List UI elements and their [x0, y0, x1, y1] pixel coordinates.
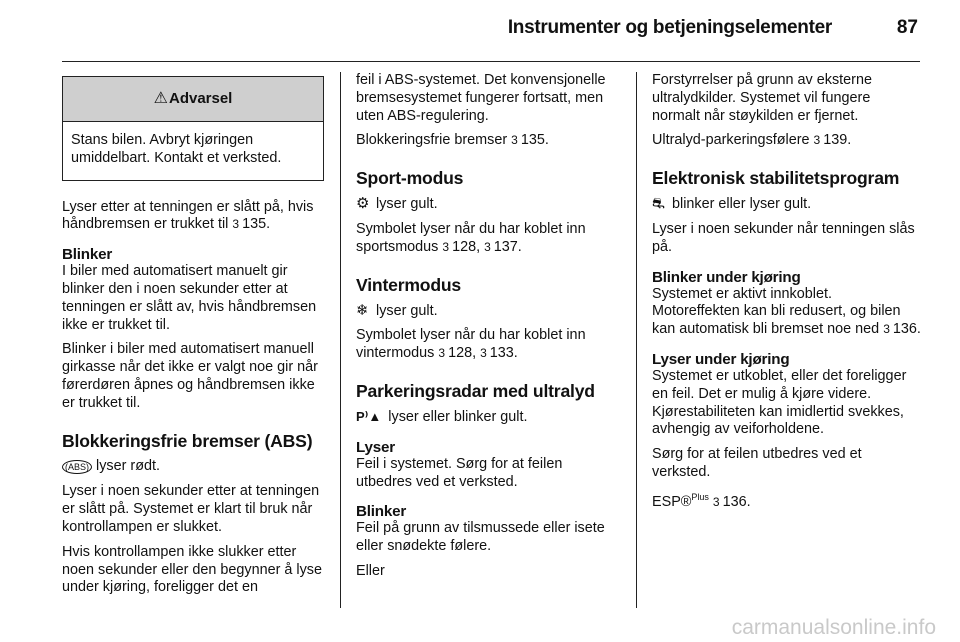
heading-parkeringsradar: Parkeringsradar med ultralyd — [356, 380, 595, 401]
paragraph: Lyser etter at tenningen er slått på, hvis håndbremsen er trukket til 3 135. — [62, 198, 314, 233]
warning-title: Advarsel — [168, 90, 233, 107]
paragraph: Sørg for at feilen utbedres ved et verksted. — [652, 446, 862, 480]
subheading-blinker-under-kjoring: Blinker under kjøring — [652, 268, 801, 286]
paragraph: Lyser i noen sekunder etter at tenningen er slått på. Systemet er klart til bruk når kontrollampen er slukket. — [62, 483, 320, 535]
heading-esp: Elektronisk stabilitetsprogram — [652, 168, 900, 189]
paragraph: Eller — [356, 562, 385, 579]
paragraph: Systemet er aktivt innkoblet. Motoreffekten kan bli redusert, og bilen kan automatisk bli bremset noe ned 3 136. — [652, 285, 921, 338]
paragraph: Hvis kontrollampen ikke slukker etter noen sekunder eller den begynner å lyse under kjøring, foreligger det en — [62, 543, 323, 596]
warning-text-line-2: umiddelbart. Kontakt et verksted. — [71, 149, 282, 166]
park-indicator-line: P⁾▲ lyser eller blinker gult. — [356, 408, 528, 425]
column-divider-1 — [340, 72, 341, 608]
page-ref-icon: 3 — [438, 346, 446, 361]
subheading-lyser: Lyser — [356, 438, 395, 456]
warning-header — [63, 77, 323, 122]
page-ref-icon: 3 — [712, 494, 720, 509]
heading-sport-modus: Sport-modus — [356, 168, 464, 189]
page-ref-icon: 3 — [480, 346, 487, 361]
paragraph: Blokkeringsfrie bremser 3 135. — [356, 132, 549, 149]
abs-indicator-line: (ABS) lyser rødt. — [62, 458, 324, 477]
paragraph: I biler med automatisert manuelt gir blinker den i noen sekunder etter at tenningen er slått av, hvis håndbremsen ikke er trukket til. — [62, 263, 317, 333]
column-2 — [356, 72, 620, 588]
paragraph: Forstyrrelser på grunn av eksterne ultralydkilder. Systemet vil fungere normalt når støykilden er fjernet. — [652, 72, 872, 124]
paragraph: Systemet er utkoblet, eller det foreligger en feil. Det er mulig å kjøre videre. Kjørestabiliteten kan imidlertid svekkes, avhengig av veiforholdene. — [652, 367, 907, 438]
heading-vintermodus: Vintermodus — [356, 274, 462, 295]
column-divider-2 — [636, 72, 637, 608]
warning-triangle-icon: ⚠ — [153, 90, 168, 107]
subheading-blinker: Blinker — [62, 246, 113, 264]
page-ref: 135. — [242, 216, 271, 233]
abs-icon: (ABS) — [62, 460, 92, 474]
esp-skid-icon: ⛐ — [652, 195, 665, 213]
warning-text-line-1: Stans bilen. Avbryt kjøringen — [71, 132, 254, 148]
warning-box — [62, 76, 324, 181]
subheading-blinker: Blinker — [356, 503, 407, 521]
paragraph: Symbolet lyser når du har koblet inn vintermodus 3 128, 3 133. — [356, 327, 586, 362]
page-ref-icon: 3 — [511, 133, 518, 148]
esp-indicator-line: ⛐ blinker eller lyser gult. — [652, 195, 812, 213]
warning-body — [63, 122, 323, 180]
paragraph: Feil i systemet. Sørg for at feilen utbedres ved et verksted. — [356, 455, 563, 490]
page-ref-icon: 3 — [442, 239, 450, 254]
paragraph: Ultralyd-parkeringsfølere 3 139. — [652, 132, 852, 149]
page-ref-icon: 3 — [813, 133, 821, 148]
heading-abs: Blokkeringsfrie bremser (ABS) — [62, 430, 313, 451]
page-ref-icon: 3 — [484, 239, 491, 254]
parking-sensor-icon: P⁾▲ — [356, 408, 382, 424]
paragraph: Lyser i noen sekunder når tenningen slås på. — [652, 220, 915, 255]
header-divider — [62, 61, 920, 62]
column-3 — [652, 72, 922, 518]
watermark: carmanualsonline.info — [731, 616, 936, 639]
snowflake-icon: ❄ — [356, 301, 369, 319]
vinter-indicator-line: ❄ lyser gult. — [356, 301, 438, 319]
column-1 — [62, 72, 324, 604]
page-header-title: Instrumenter og betjeningselementer — [507, 17, 832, 38]
paragraph: Symbolet lyser når du har koblet inn sportsmodus 3 128, 3 137. — [356, 220, 586, 255]
subheading-lyser-under-kjoring: Lyser under kjøring — [652, 350, 790, 368]
sport-mode-icon: ⚙ — [356, 195, 370, 213]
paragraph: Blinker i biler med automatisert manuell girkasse når det ikke er valgt noe gir når førerdøren åpnes og håndbremsen ikke er trukket til. — [62, 341, 318, 411]
page-number: 87 — [896, 17, 918, 38]
paragraph: Feil på grunn av tilsmussede eller isete eller snødekte følere. — [356, 520, 605, 555]
page-ref: 135. — [520, 132, 549, 149]
paragraph: feil i ABS-systemet. Det konvensjonelle bremsesystemet fungerer fortsatt, men uten ABS-regulering. — [356, 72, 606, 124]
page-ref-icon: 3 — [883, 322, 890, 337]
paragraph: ESP®$^{Plus}$ 3 136. — [652, 491, 751, 510]
page-ref-icon: 3 — [232, 217, 240, 232]
sport-indicator-line: ⚙ lyser gult. — [356, 195, 438, 213]
